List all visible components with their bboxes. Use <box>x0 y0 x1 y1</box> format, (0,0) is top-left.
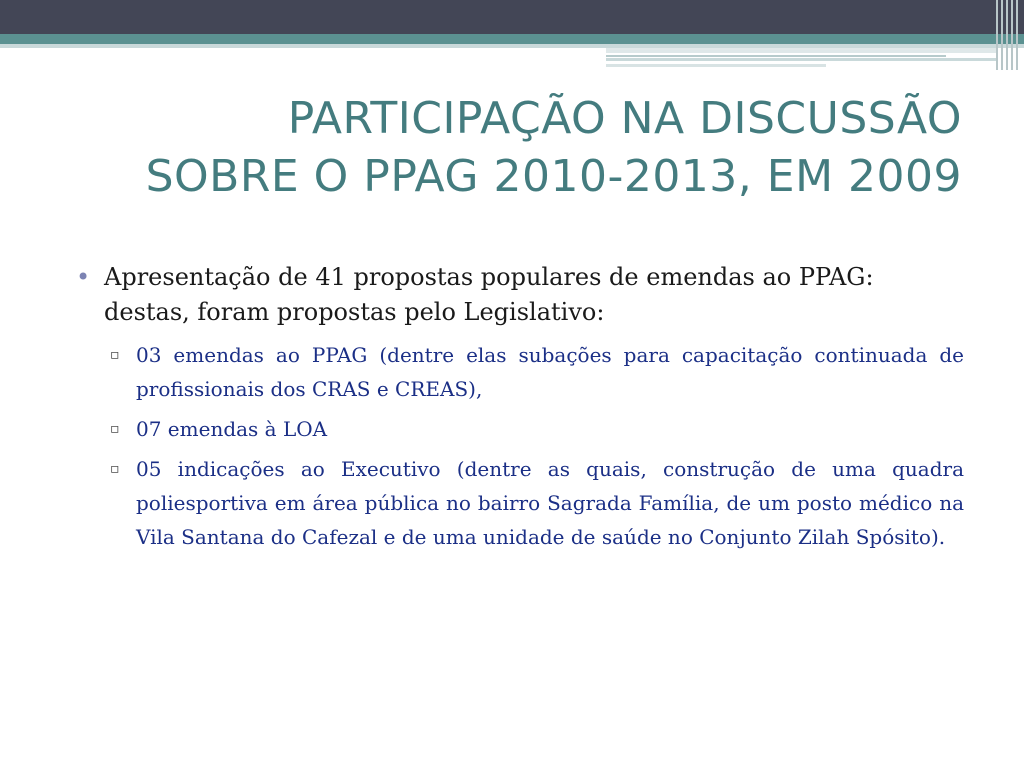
vertical-bar <box>1006 0 1008 70</box>
sub-bullet-item <box>72 452 964 554</box>
slide-title-line-2: SOBRE O PPAG 2010-2013, EM 2009 <box>145 151 962 202</box>
header-band-accent <box>606 48 998 53</box>
vertical-bar <box>1001 0 1003 70</box>
sub-bullet-text: 03 emendas ao PPAG (dentre elas subações para capacitação continuada de profissionais dos CRAS e CREAS), <box>136 343 964 401</box>
header-vertical-bars <box>994 0 1024 70</box>
slide-title <box>62 90 962 206</box>
vertical-bar <box>1011 0 1013 70</box>
header-accent-strip-short <box>606 64 826 67</box>
header-accent-line <box>606 55 946 57</box>
sub-bullet-item <box>72 412 964 446</box>
header-accent-strip <box>606 58 998 61</box>
bullet-item <box>72 260 964 330</box>
bullet-icon: • <box>76 263 91 291</box>
square-bullet-icon: ▫ <box>110 347 120 363</box>
square-bullet-icon: ▫ <box>110 461 120 477</box>
sub-bullet-text: 05 indicações ao Executivo (dentre as quais, construção de uma quadra poliesportiva em área pública no bairro Sagrada Família, de um posto médico na Vila Santana do Cafezal e de uma unidade de saúde no Conjunto Zilah Spósito). <box>136 457 964 549</box>
header-band-dark <box>0 0 1024 34</box>
sub-bullet-item <box>72 338 964 406</box>
sub-bullet-text: 07 emendas à LOA <box>136 417 328 441</box>
header-band-teal <box>0 34 1024 44</box>
vertical-bar <box>996 0 998 70</box>
slide-title-line-1: PARTICIPAÇÃO NA DISCUSSÃO <box>287 93 962 144</box>
slide-body <box>72 260 964 560</box>
vertical-bar <box>1016 0 1018 70</box>
bullet-text: Apresentação de 41 propostas populares de emendas ao PPAG: destas, foram propostas pelo Legislativo: <box>104 263 874 326</box>
square-bullet-icon: ▫ <box>110 421 120 437</box>
